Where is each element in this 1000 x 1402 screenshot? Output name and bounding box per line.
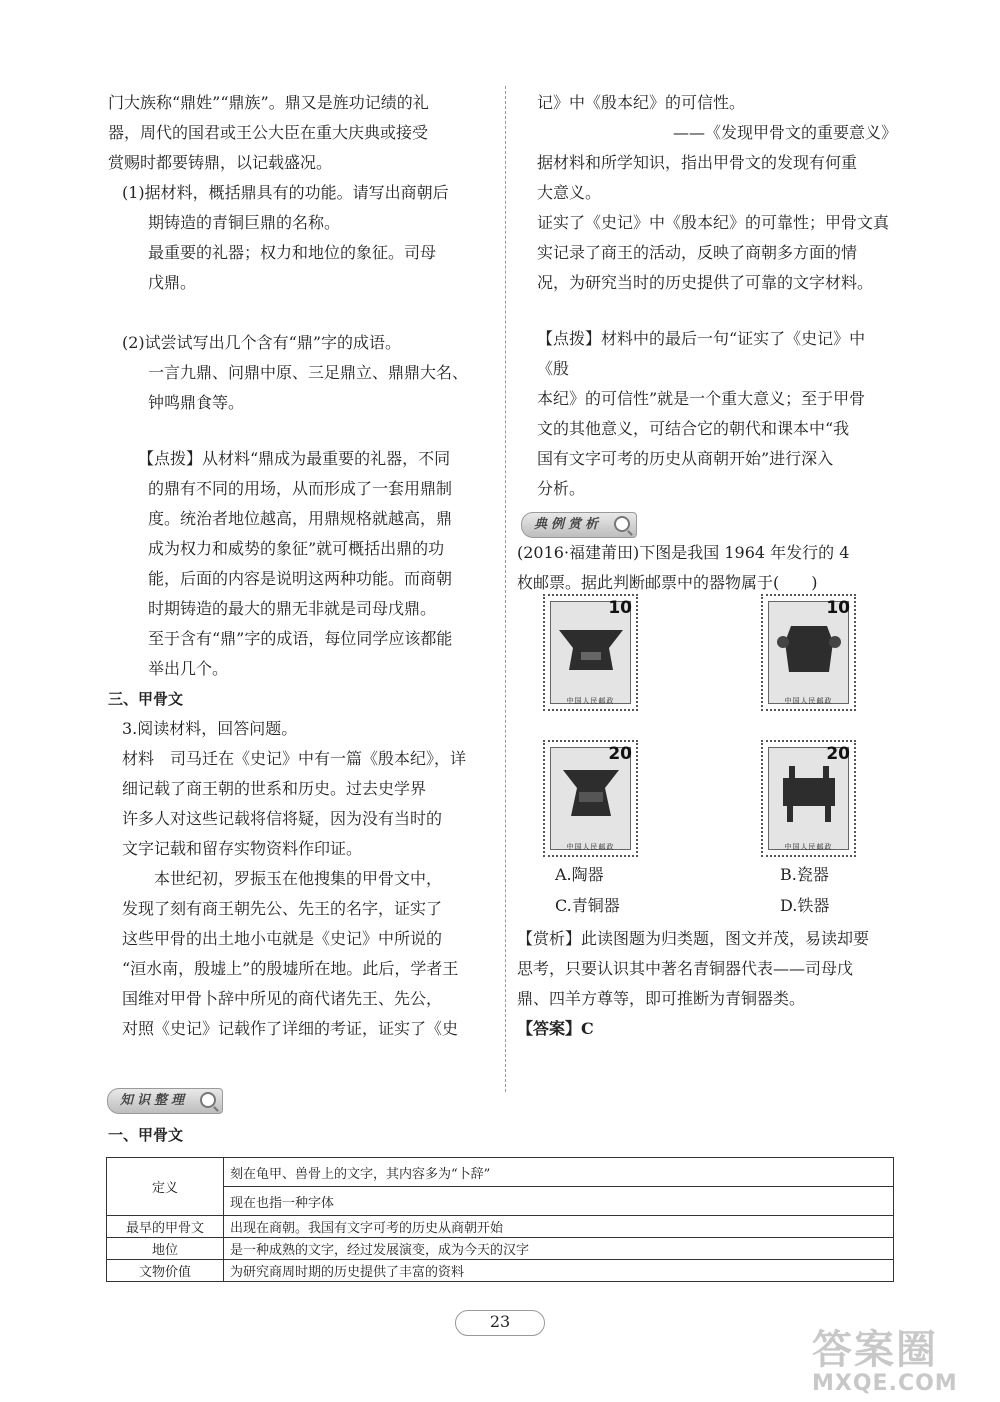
intro-line: 门大族称“鼎姓”“鼎族”。鼎又是旌功记绩的礼: [108, 93, 429, 112]
row-label: 地位: [107, 1238, 224, 1260]
right-column: [517, 88, 897, 598]
hint-line: 至于含有“鼎”字的成语，每位同学应该都能: [148, 629, 453, 648]
example-badge: [521, 512, 637, 538]
row-value: 刻在龟甲、兽骨上的文字，其内容多为“卜辞”: [224, 1158, 894, 1187]
hint-line: 时期铸造的最大的鼎无非就是司母戊鼎。: [148, 599, 437, 618]
hint-line: 举出几个。: [148, 659, 229, 678]
answer-1: 最重要的礼器；权力和地位的象征。司母: [148, 243, 437, 262]
question-3: 3.阅读材料，回答问题。: [122, 719, 298, 738]
table-row: [107, 1158, 894, 1187]
row-label: 文物价值: [107, 1260, 224, 1282]
answer-line: 实记录了商王的活动，反映了商朝多方面的情: [537, 243, 858, 262]
question-line: 大意义。: [537, 183, 602, 202]
stamp-caption: 中国人民邮政: [784, 843, 833, 851]
answer-line: 况，为研究当时的历史提供了可靠的文字材料。: [537, 273, 874, 292]
hint-line: 能，后面的内容是说明这两种功能。而商朝: [148, 569, 453, 588]
stamp-1: [543, 594, 638, 711]
answer-2: 钟鸣鼎食等。: [148, 393, 245, 412]
hint-line: 国有文字可考的历史从商朝开始”进行深入: [537, 449, 834, 468]
analysis-line: 鼎、四羊方尊等，即可推断为青铜器类。: [517, 989, 806, 1008]
material-line: 材料 司马迁在《史记》中有一篇《殷本纪》，详: [122, 749, 467, 768]
stamp-caption: 中国人民邮政: [566, 697, 615, 705]
row-value: 为研究商周时期的历史提供了丰富的资料: [224, 1260, 894, 1282]
stamp-2: [761, 594, 856, 711]
option-d: D.铁器: [780, 896, 830, 915]
row-value: 是一种成熟的文字，经过发展演变，成为今天的汉字: [224, 1238, 894, 1260]
knowledge-badge: [107, 1088, 223, 1114]
example-question: (2016·福建莆田)下图是我国 1964 年发行的 4: [517, 543, 850, 562]
stamp-value: 10: [608, 598, 632, 618]
row-label: 定义: [107, 1158, 224, 1216]
material-line: 对照《史记》记载作了详细的考证，证实了《史: [122, 1019, 459, 1038]
watermark-top: 答案圈: [812, 1327, 938, 1373]
material-line: 许多人对这些记载将信将疑，因为没有当时的: [122, 809, 443, 828]
badge-label: 知识整理: [120, 1093, 189, 1108]
hint-line: 【点拨】从材料“鼎成为最重要的礼器，不同: [138, 449, 451, 468]
hint-line: 度。统治者地位越高，用鼎规格就越高，鼎: [148, 509, 453, 528]
hint-line: 【点拨】材料中的最后一句“证实了《史记》中《殷: [537, 329, 866, 378]
material-line: “洹水南，殷墟上”的殷墟所在地。此后，学者王: [122, 959, 459, 978]
hint-line: 分析。: [537, 479, 586, 498]
option-b: B.瓷器: [780, 865, 829, 884]
stamp-4: [761, 740, 856, 857]
question-line: 据材料和所学知识，指出甲骨文的发现有何重: [537, 153, 858, 172]
page-number: 23: [455, 1306, 545, 1340]
table-row: [107, 1216, 894, 1238]
table-row: [107, 1260, 894, 1282]
intro-line: 器，周代的国君或王公大臣在重大庆典或接受: [108, 123, 429, 142]
question-1: 期铸造的青铜巨鼎的名称。: [148, 213, 341, 232]
material-line: 这些甲骨的出土地小屯就是《史记》中所说的: [122, 929, 443, 948]
material-source: ——《发现甲骨文的重要意义》: [672, 123, 897, 142]
answer-line: 证实了《史记》中《殷本纪》的可靠性；甲骨文真: [537, 213, 890, 232]
column-divider: [505, 86, 506, 1092]
option-a: A.陶器: [555, 865, 604, 884]
badge-label: 典例赏析: [534, 517, 603, 532]
material-line: 本世纪初，罗振玉在他搜集的甲骨文中，: [122, 869, 443, 888]
material-continued: 记》中《殷本纪》的可信性。: [537, 93, 746, 112]
analysis-block: [517, 924, 897, 1044]
bronze-vessel-icon: [769, 612, 849, 682]
option-c: C.青铜器: [555, 896, 620, 915]
hint-line: 文的其他意义，可结合它的朝代和课本中“我: [537, 419, 850, 438]
left-column: [108, 88, 490, 1044]
analysis-line: 【赏析】此读图题为归类题，图文并茂，易读却要: [517, 929, 870, 948]
row-value: 出现在商朝。我国有文字可考的历史从商朝开始: [224, 1216, 894, 1238]
knowledge-heading: 一、甲骨文: [108, 1126, 184, 1144]
watermark-bottom: MXQE.COM: [812, 1371, 958, 1396]
material-line: 国维对甲骨卜辞中所见的商代诸先王、先公，: [122, 989, 443, 1008]
table-row: [107, 1238, 894, 1260]
magnifier-icon: [614, 516, 630, 532]
stamp-3: [543, 740, 638, 857]
material-line: 发现了刻有商王朝先公、先王的名字，证实了: [122, 899, 443, 918]
hint-line: 的鼎有不同的用场，从而形成了一套用鼎制: [148, 479, 453, 498]
bronze-vessel-icon: [769, 758, 849, 828]
watermark: [812, 1328, 992, 1398]
stamp-value: 20: [608, 744, 632, 764]
stamp-value: 20: [826, 744, 850, 764]
bronze-vessel-icon: [551, 612, 631, 682]
knowledge-table: [106, 1157, 894, 1282]
material-line: 细记载了商王朝的世系和历史。过去史学界: [122, 779, 427, 798]
answer-label: 【答案】C: [517, 1019, 594, 1038]
stamp-value: 10: [826, 598, 850, 618]
row-value: 现在也指一种字体: [224, 1187, 894, 1216]
analysis-line: 思考，只要认识其中著名青铜器代表——司母戊: [517, 959, 854, 978]
material-line: 文字记载和留存实物资料作印证。: [122, 839, 363, 858]
section-heading: 三、甲骨文: [108, 690, 184, 708]
stamp-caption: 中国人民邮政: [784, 697, 833, 705]
hint-line: 本纪》的可信性”就是一个重大意义；至于甲骨: [537, 389, 866, 408]
intro-line: 赏赐时都要铸鼎，以记载盛况。: [108, 153, 333, 172]
row-label: 最早的甲骨文: [107, 1216, 224, 1238]
answer-2: 一言九鼎、问鼎中原、三足鼎立、鼎鼎大名、: [148, 363, 469, 382]
question-2: (2)试尝试写出几个含有“鼎”字的成语。: [122, 333, 402, 352]
magnifier-icon: [200, 1092, 216, 1108]
bronze-vessel-icon: [551, 758, 631, 828]
example-question: 枚邮票。据此判断邮票中的器物属于( ): [517, 573, 818, 592]
question-1: (1)据材料，概括鼎具有的功能。请写出商朝后: [122, 183, 449, 202]
table-row: [107, 1187, 894, 1216]
hint-line: 成为权力和威势的象征”就可概括出鼎的功: [148, 539, 445, 558]
answer-1: 戊鼎。: [148, 273, 197, 292]
stamp-caption: 中国人民邮政: [566, 843, 615, 851]
